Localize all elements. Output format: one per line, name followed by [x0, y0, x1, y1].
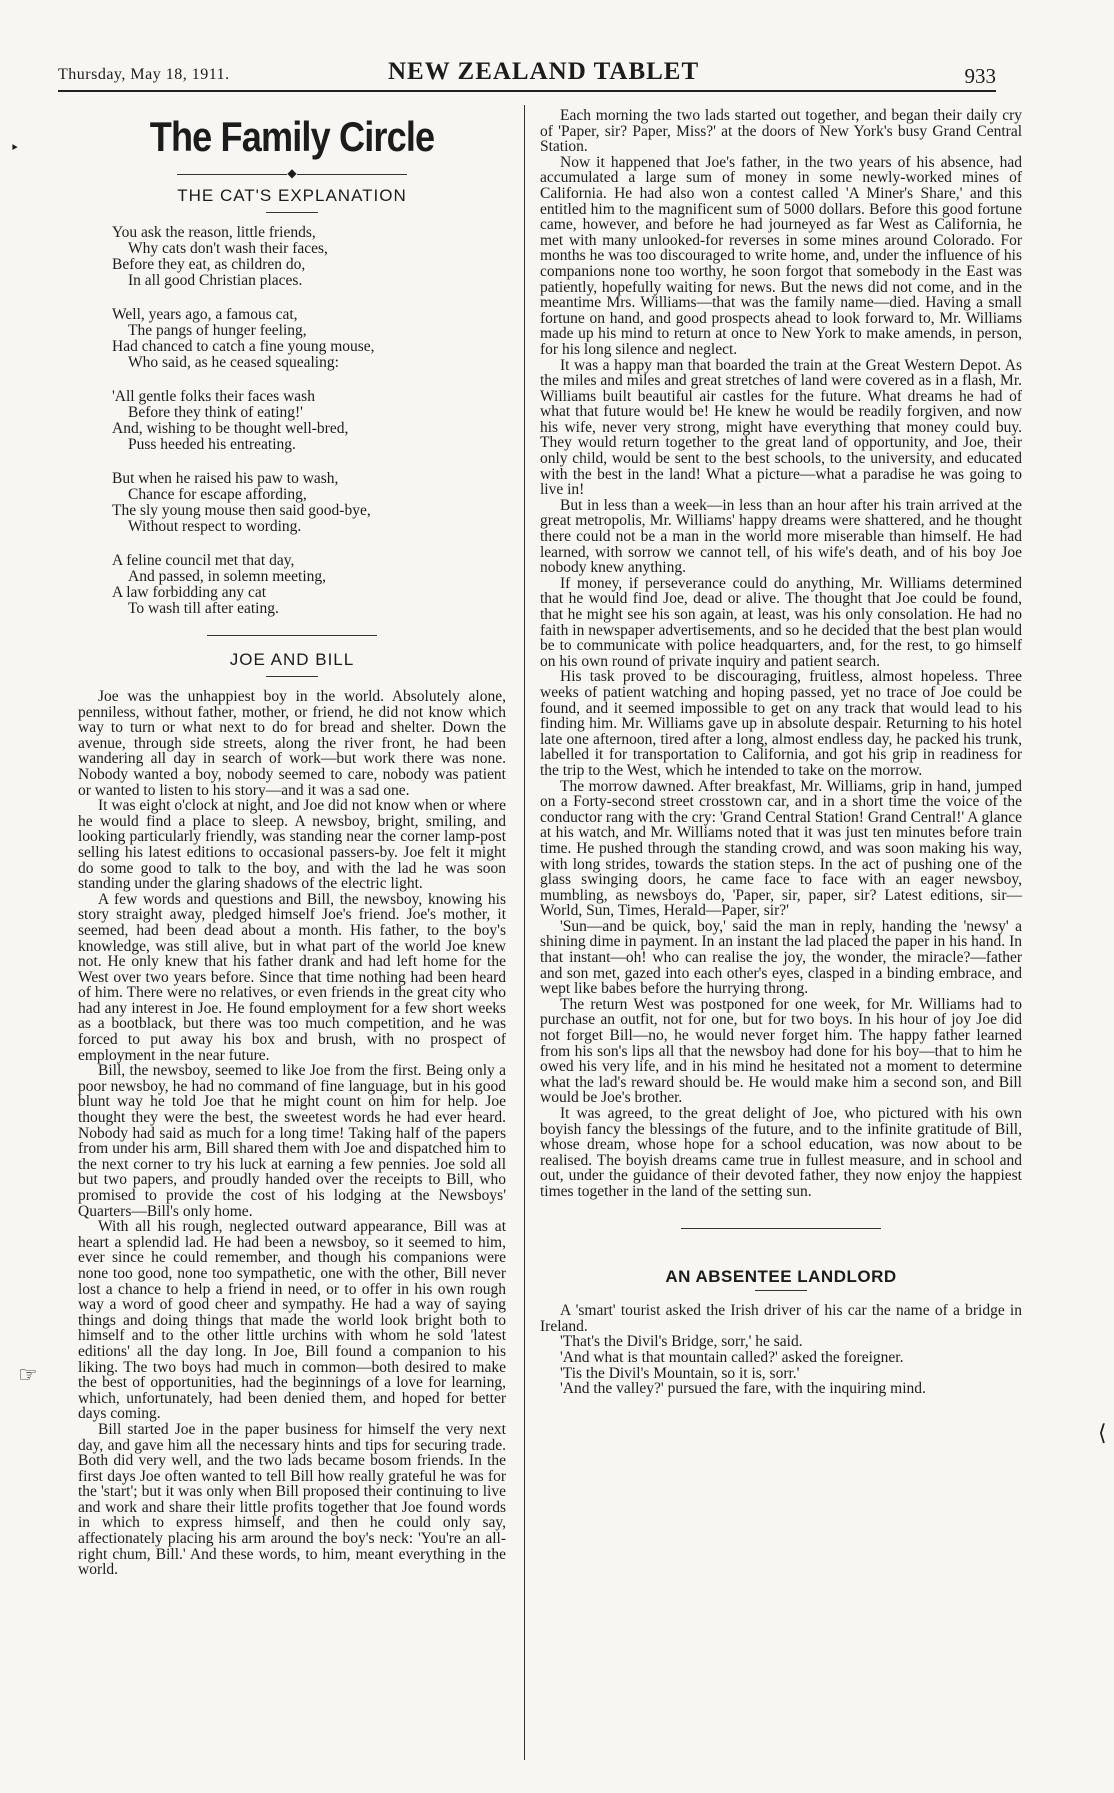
paragraph: 'That's the Divil's Bridge, sorr,' he said.	[560, 1333, 803, 1351]
poem-body	[78, 225, 506, 617]
story-left-body	[78, 689, 506, 1578]
poem-line: Why cats don't wash their faces,	[128, 240, 328, 257]
story-right-body	[540, 108, 1022, 1200]
issue-date: Thursday, May 18, 1911.	[58, 66, 230, 83]
poem-line: You ask the reason, little friends,	[112, 224, 316, 241]
paragraph: A 'smart' tourist asked the Irish driver of his car the name of a bridge in Ireland.	[540, 1302, 1022, 1335]
paragraph: Bill, the newsboy, seemed to like Joe from the first. Being only a poor newsboy, he had no command of fine language, but in his good blunt way he told Joe that he might count on him for help. Joe thought they were the best, the sweetest words he had ever heard. Nobody had said as much for a long time! Taking half of the papers from under his arm, Bill shared them with Joe and dispatched him to the next corner to try his luck at earning a few pennies. Joe sold all but two papers, and proudly handed over the receipts to Bill, who promised to provide the cost of his lodging at the Newsboys' Quarters—Bill's only home.	[78, 1062, 506, 1220]
poem-line: To wash till after eating.	[128, 600, 279, 617]
poem-stanza	[112, 307, 506, 371]
poem-stanza	[112, 389, 506, 453]
poem-stanza	[112, 225, 506, 289]
poem-stanza	[112, 553, 506, 617]
poem-line: Well, years ago, a famous cat,	[112, 306, 298, 323]
section-rule-right	[681, 1228, 881, 1229]
poem-line: Before they think of eating!'	[128, 404, 303, 421]
poem-line: Without respect to wording.	[128, 518, 302, 535]
page-number: 933	[964, 64, 996, 88]
paragraph: 'Tis the Divil's Mountain, so it is, sorr.'	[560, 1364, 800, 1382]
right-column	[540, 108, 1022, 1397]
poem-rule	[266, 212, 318, 213]
poem-line: A law forbidding any cat	[112, 584, 267, 601]
pointing-hand-icon: ☞	[18, 1362, 38, 1387]
landlord-rule	[755, 1290, 807, 1291]
landlord-title: AN ABSENTEE LANDLORD	[665, 1266, 897, 1286]
paragraph: Each morning the two lads started out together, and began their daily cry of 'Paper, sir? Paper, Miss?' at the doors of New York's busy Grand Central Station.	[540, 107, 1022, 156]
paragraph: It was eight o'clock at night, and Joe did not know when or where he would find a place to sleep. A newsboy, bright, smiling, and looking particularly friendly, was standing near the corner lamp-post selling his latest editions to occasional passers-by. Joe felt it might do some good to talk to the boy, and with the lad he was soon standing under the glaring shadows of the electric light.	[78, 797, 506, 893]
poem-line: And, wishing to be thought well-bred,	[112, 420, 349, 437]
paragraph: It was a happy man that boarded the train at the Great Western Depot. As the miles and miles and great stretches of land were covered as in a flash, Mr. Williams built beautiful air castles for the future. What dreams he had of what that future would be! He knew he would be readily forgiven, and now his wife, never very strong, might have everything that money could buy. They would return together to the great land of opportunity, and Joe, their only child, would be sent to the best schools, to the university, and educated with the best in the land! What a picture—what a paradise he was going to live in!	[540, 356, 1022, 499]
page-header	[58, 56, 996, 90]
poem-line: Puss heeded his entreating.	[128, 436, 296, 453]
chevron-left-icon: ⟨	[1098, 1420, 1107, 1445]
header-rule	[58, 90, 996, 92]
section-title: The Family Circle	[149, 113, 435, 160]
poem-line: Before they eat, as children do,	[112, 256, 306, 273]
story-title: JOE AND BILL	[229, 650, 355, 669]
poem-title: THE CAT'S EXPLANATION	[177, 186, 407, 205]
paragraph: His task proved to be discouraging, fruitless, almost hopeless. Three weeks of patient watching and hoping passed, yet no trace of Joe could be found, and it seemed impossible to get on any track that would lead to his finding him. Mr. Williams gave up in absolute despair. Returning to his hotel late one afternoon, tired after a long, almost endless day, he packed his trunk, labelled it for transportation to California, and got his grip in readiness for the trip to the West, which he intended to take on the morrow.	[540, 668, 1022, 779]
paragraph: But in less than a week—in less than an hour after his train arrived at the great metropolis, Mr. Williams' happy dreams were shattered, and he thought there could not be a man in the world more miserable than himself. He had learned, with sorrow we cannot tell, of his wife's death, and of his boy Joe nobody knew anything.	[540, 496, 1022, 577]
paragraph: The return West was postponed for one week, for Mr. Williams had to purchase an outfit, not for one, but for two boys. In his hour of joy Joe did not forget Bill—no, he would never forget him. The happy father learned from his son's lips all that the newsboy had done for his boy—that to him he owed his very life, and in his mind he hesitated not a moment to determine what the lad's reward should be. He would make him a second son, and Bill would be Joe's brother.	[540, 995, 1022, 1107]
poem-stanza	[112, 471, 506, 535]
paragraph: 'Sun—and be quick, boy,' said the man in reply, handing the 'newsy' a shining dime in payment. In an instant the lad placed the paper in his hand. In that instant—oh! who can realise the joy, the wonder, the miracle?—father and son met, gazed into each other's eyes, clasped in a binding embrace, and wept like babes before the hurrying throng.	[540, 917, 1022, 998]
section-rule	[207, 635, 377, 636]
poem-line: But when he raised his paw to wash,	[112, 470, 339, 487]
paragraph: Now it happened that Joe's father, in the two years of his absence, had accumulated a large sum of money in some newly-worked mines of California. He had also won a contest called 'A Miner's Share,' and this entitled him to the magnificent sum of 5000 dollars. Before this good fortune came, however, and before he had journeyed as far West as California, he met with many unlooked-for reverses in some mines around Colorado. For months he was too discouraged to write home, and, under the influence of his companions none too worthy, he soon forgot that somebody in the East was patiently, hopefully waiting for news. But the news did not come, and in the meantime Mrs. Williams—that was the family name—died. Having a small fortune on hand, and good prospects ahead to look forward to, Mr. Williams made up his mind to return at once to New York to make amends, in person, for his long silence and neglect.	[540, 153, 1022, 358]
landlord-body	[540, 1303, 1022, 1397]
paragraph: 'And what is that mountain called?' asked the foreigner.	[560, 1348, 904, 1366]
poem-line: And passed, in solemn meeting,	[128, 568, 327, 585]
paragraph: Bill started Joe in the paper business for himself the very next day, and gave him all the necessary hints and tips for securing trade. Both did very well, and the two lads became bosom friends. In the first days Joe often wanted to tell Bill how really grateful he was for the 'start'; but it was only when Bill proposed their continuing to live and work and share their little profits together that Joe found words in which to express himself, and then he could only say, affectionately placing his arm around the boy's neck: 'You're an all-right chum, Bill.' And these words, to him, meant everything in the world.	[78, 1420, 506, 1579]
poem-line: 'All gentle folks their faces wash	[112, 388, 315, 405]
paragraph: With all his rough, neglected outward appearance, Bill was at heart a splendid lad. He had been a newsboy, so it seemed to him, ever since he could remember, and though his companions were none too good, none too sympathetic, one with the other, Bill never lost a chance to help a friend in need, or to offer in his own rough way a word of good cheer and sympathy. He had a way of saying things and doing things that made the world look bright both to himself and to the other little urchins with whom he sold 'latest editions' all the day long. In Joe, Bill found a companion to his liking. The two boys had much in common—both desired to make the best of opportunities, had the beginnings of a love for learning, which, unfortunately, had been denied them, and hoped for better days coming.	[78, 1218, 506, 1423]
poem-line: Who said, as he ceased squealing:	[128, 354, 339, 371]
paragraph: A few words and questions and Bill, the newsboy, knowing his story straight away, pledged himself Joe's friend. Joe's mother, it seemed, had been dead about a month. His father, to the boy's knowledge, was still alive, but in what part of the world Joe knew not. He only knew that his father drank and had left home for the West over two years before. Since that time nothing had been heard of him. There were no relatives, or even friends in the great city who had any interest in Joe. He found employment for a few short weeks as a bootblack, but there was too much competition, and he was forced to put away his box and brush, with no prospect of employment in the near future.	[78, 890, 506, 1064]
poem-line: In all good Christian places.	[128, 272, 303, 289]
poem-line: A feline council met that day,	[112, 552, 295, 569]
poem-line: Had chanced to catch a fine young mouse,	[112, 338, 375, 355]
newspaper-title: NEW ZEALAND TABLET	[388, 58, 700, 85]
paragraph: 'And the valley?' pursued the fare, with the inquiring mind.	[560, 1380, 926, 1398]
paragraph: The morrow dawned. After breakfast, Mr. Williams, grip in hand, jumped on a Forty-second street crosstown car, and in a short time the voice of the conductor rang with the cry: 'Grand Central Station! Grand Central!' A glance at his watch, and Mr. Williams noted that it was just ten minutes before train time. He pushed through the standing crowd, and was soon making his way, with long strides, towards the station steps. In the act of pushing one of the glass swinging doors, he came face to face with an eager newsboy, mumbling, as newsboys do, 'Paper, sir, paper, sir? Latest editions, sir—World, Sun, Times, Herald—Paper, sir?'	[540, 777, 1022, 920]
column-divider	[524, 105, 525, 1760]
poem-line: The pangs of hunger feeling,	[128, 322, 307, 339]
poem-line: The sly young mouse then said good-bye,	[112, 502, 371, 519]
margin-mark-icon: ‣	[10, 140, 20, 157]
poem-line: Chance for escape affording,	[128, 486, 307, 503]
paragraph: Joe was the unhappiest boy in the world. Absolutely alone, penniless, without father, mother, or friend, he did not know which way to turn or what next to do for bread and shelter. Down the avenue, through side streets, along the river front, he had been wandering all day in search of work—but work there was none. Nobody wanted a boy, nobody seemed to care, nobody was patient or wanted to listen to his story—and it was a sad one.	[78, 688, 506, 799]
title-ornament: ◆	[78, 168, 506, 178]
paragraph: It was agreed, to the great delight of Joe, who pictured with his own boyish fancy the blessings of the future, and to the infinite gratitude of Bill, whose dream, whose hope for a school education, was now about to be realised. The boyish dreams came true in fullest measure, and in school and out, under the guidance of their devoted father, they now enjoy the happiest times together in the land of the setting sun.	[540, 1105, 1022, 1200]
paragraph: If money, if perseverance could do anything, Mr. Williams determined that he would find Joe, dead or alive. The thought that Joe could be found, that he might see his son again, at least, was his only consolation. He had no faith in newspaper advertisements, and so he decided that the best plan would be to communicate with police headquarters, and, for the rest, to go himself on his own round of private inquiry and patient search.	[540, 574, 1022, 670]
story-rule	[266, 676, 318, 677]
left-column	[78, 108, 506, 1578]
